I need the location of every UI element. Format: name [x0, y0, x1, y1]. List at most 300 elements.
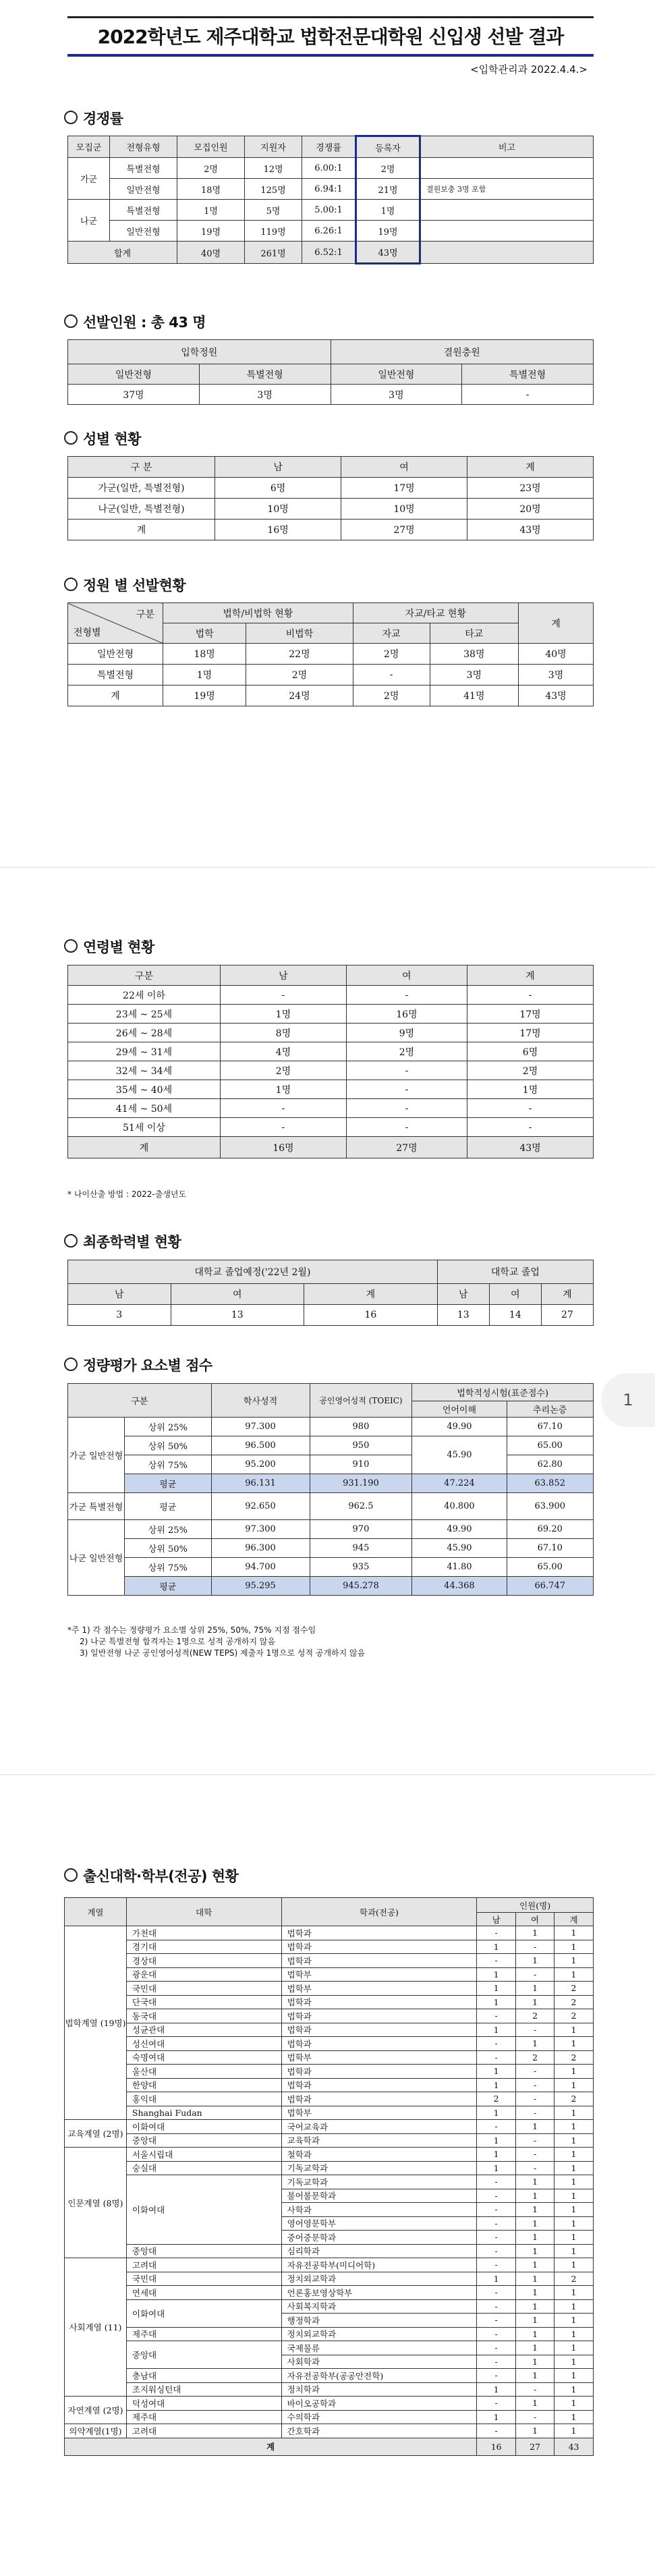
row-label: 평균	[125, 1493, 211, 1520]
count-cell: 1	[554, 2216, 594, 2231]
cell: 특별전형	[110, 158, 177, 179]
count-cell: 1	[554, 1926, 594, 1940]
count-cell: 1	[554, 2258, 594, 2272]
major-cell: 영어영문학부	[281, 2216, 477, 2231]
count-cell: 1	[516, 2216, 554, 2231]
table-row	[65, 2382, 594, 2397]
table-row	[65, 2397, 594, 2411]
cell: 67.10	[507, 1418, 594, 1436]
cell: 47.224	[412, 1474, 507, 1493]
count-cell: 1	[554, 2341, 594, 2355]
table-row	[65, 2369, 594, 2383]
row-label: 상위 50%	[125, 1539, 211, 1558]
count-cell: 1	[516, 1926, 554, 1940]
count-cell: 2	[554, 1982, 594, 1996]
cell: -	[467, 1118, 594, 1137]
cell: 16명	[215, 520, 341, 540]
count-cell: -	[477, 2355, 516, 2369]
corner-label-top: 구분	[136, 609, 154, 620]
count-cell: -	[516, 1940, 554, 1954]
row-label: 상위 25%	[125, 1520, 211, 1539]
cell: 17명	[341, 478, 467, 499]
count-cell: 1	[477, 2148, 516, 2162]
major-cell: 교육학과	[281, 2133, 477, 2148]
major-cell: 심리학과	[281, 2244, 477, 2258]
row-label: 계	[68, 520, 215, 540]
cell: 13	[437, 1305, 489, 1326]
col-header: 여	[341, 457, 467, 478]
table-row	[65, 2009, 594, 2023]
count-cell: 2	[516, 2009, 554, 2023]
cell: -	[346, 1080, 467, 1099]
count-cell: -	[477, 2231, 516, 2245]
cell: 16명	[346, 1005, 467, 1024]
cell: -	[353, 665, 430, 685]
cell: 12명	[245, 158, 302, 179]
cell: 43명	[356, 242, 420, 264]
count-cell: 2	[554, 2272, 594, 2286]
col-header: 학사성적	[211, 1384, 310, 1418]
count-cell: 1	[516, 2244, 554, 2258]
col-header: 대학	[126, 1898, 281, 1926]
cell: 37명	[68, 385, 200, 405]
count-cell: 2	[554, 2009, 594, 2023]
count-cell: 1	[516, 2327, 554, 2341]
count-cell: 1	[554, 2037, 594, 2051]
table-row	[65, 2120, 594, 2134]
count-cell: 1	[516, 2314, 554, 2328]
cell: 910	[310, 1455, 412, 1474]
row-label: 나군(일반, 특별전형)	[68, 499, 215, 520]
count-cell: 1	[554, 2424, 594, 2438]
row-label: 35세 ~ 40세	[68, 1080, 221, 1099]
table-row	[65, 2327, 594, 2341]
col-header: 등록자	[356, 136, 420, 158]
cell: 40명	[177, 242, 245, 264]
sub-header: 일반전형	[331, 364, 462, 385]
section-education-heading: 최종학력별 현황	[64, 1231, 181, 1252]
document-date: <입학관리과 2022.4.4.>	[470, 63, 588, 76]
major-cell: 사회복지학과	[281, 2299, 477, 2314]
sub-header: 특별전형	[462, 364, 594, 385]
count-cell: -	[477, 2369, 516, 2383]
col-header: 모집군	[68, 136, 110, 158]
university-cell: 고려대	[126, 2258, 281, 2272]
note-line: 3) 일반전형 나군 공인영어성적(NEW TEPS) 제출자 1명으로 성적 공개하지 않음	[80, 1648, 366, 1658]
count-cell: 1	[516, 2231, 554, 2245]
cell: 1명	[220, 1080, 346, 1099]
cell: 19명	[177, 221, 245, 242]
field-group-label: 자연계열 (2명)	[65, 2397, 127, 2424]
count-cell: 1	[516, 2369, 554, 2383]
cell: 962.5	[310, 1493, 412, 1520]
cell: 945	[310, 1539, 412, 1558]
university-cell: 제주대	[126, 2410, 281, 2424]
row-label: 상위 25%	[125, 1418, 211, 1436]
table-row	[65, 2258, 594, 2272]
page-number-tab[interactable]: 1	[601, 1373, 655, 1427]
row-label: 상위 50%	[125, 1436, 211, 1455]
major-cell: 사학과	[281, 2203, 477, 2217]
cell: 10명	[341, 499, 467, 520]
table-row	[65, 2272, 594, 2286]
university-cell: 제주대	[126, 2327, 281, 2341]
count-cell: 1	[554, 2120, 594, 2134]
title-underline	[67, 54, 594, 57]
university-cell: 이화여대	[126, 2175, 281, 2245]
sub-header: 계	[541, 1284, 593, 1305]
circle-bullet-icon	[64, 1357, 78, 1371]
count-cell: -	[516, 2023, 554, 2037]
count-cell: 1	[516, 2272, 554, 2286]
table-row	[65, 1982, 594, 1996]
cell: 18명	[163, 644, 246, 665]
count-cell: -	[477, 2244, 516, 2258]
cell: -	[462, 385, 594, 405]
cell: 1명	[220, 1005, 346, 1024]
cell: 63.852	[507, 1474, 594, 1493]
page-2	[0, 877, 655, 1768]
major-cell: 기독교학과	[281, 2161, 477, 2175]
count-cell: 1	[516, 2175, 554, 2189]
cell: 3명	[519, 665, 594, 685]
university-cell: 조지워싱턴대	[126, 2382, 281, 2397]
field-group-label: 인문계열 (8명)	[65, 2148, 127, 2258]
table-row	[65, 1995, 594, 2009]
cell: 17명	[467, 1024, 594, 1042]
cell: 97.300	[211, 1520, 310, 1539]
count-cell: 1	[477, 2272, 516, 2286]
col-header: 구분	[68, 1384, 212, 1418]
cell: 950	[310, 1436, 412, 1455]
row-label: 51세 이상	[68, 1118, 221, 1137]
university-cell: 숭실대	[126, 2161, 281, 2175]
cell: 14	[489, 1305, 541, 1326]
count-cell: 1	[554, 2231, 594, 2245]
circle-bullet-icon	[64, 314, 78, 328]
group-header: 법학/비법학 현황	[163, 603, 353, 623]
col-header: 지원자	[245, 136, 302, 158]
cell: -	[467, 1099, 594, 1118]
count-cell: 1	[516, 2397, 554, 2411]
gender-table	[67, 456, 594, 540]
col-header: 전형유형	[110, 136, 177, 158]
count-cell: 1	[554, 2161, 594, 2175]
cell: 95.200	[211, 1455, 310, 1474]
cell: 1명	[356, 200, 420, 221]
major-cell: 바이오공학과	[281, 2397, 477, 2411]
count-cell: 1	[554, 2244, 594, 2258]
cell: 41명	[430, 685, 518, 706]
cell: 5명	[245, 200, 302, 221]
table-row	[65, 2244, 594, 2258]
cell: 3	[68, 1305, 171, 1326]
sub-header: 법학	[163, 623, 246, 644]
cell: 6.00:1	[302, 158, 356, 179]
row-label: 29세 ~ 31세	[68, 1042, 221, 1061]
count-cell: 1	[477, 1995, 516, 2009]
cell: 43명	[467, 520, 594, 540]
count-cell: 1	[554, 2106, 594, 2120]
cell: 96.300	[211, 1539, 310, 1558]
count-cell: 1	[554, 2175, 594, 2189]
count-cell: 1	[554, 2382, 594, 2397]
cell: 일반전형	[110, 221, 177, 242]
cell: 125명	[245, 179, 302, 200]
count-cell: -	[477, 2397, 516, 2411]
row-label: 가군(일반, 특별전형)	[68, 478, 215, 499]
count-cell: -	[516, 2133, 554, 2148]
cell: 9명	[346, 1024, 467, 1042]
count-cell: 1	[477, 2023, 516, 2037]
university-cell: 서울시립대	[126, 2148, 281, 2162]
group-header: 계	[519, 603, 594, 644]
cell: 119명	[245, 221, 302, 242]
cell: 45.90	[412, 1539, 507, 1558]
cell: 67.10	[507, 1539, 594, 1558]
table-row	[65, 1940, 594, 1954]
major-cell: 국제물류	[281, 2341, 477, 2355]
row-label: 41세 ~ 50세	[68, 1099, 221, 1118]
cell: 41.80	[412, 1558, 507, 1577]
major-cell: 정치외교학과	[281, 2327, 477, 2341]
field-group-label: 의약계열(1명)	[65, 2424, 127, 2438]
university-cell: 광운대	[126, 1967, 281, 1982]
sub-header: 여	[171, 1284, 304, 1305]
major-cell: 법학과	[281, 2037, 477, 2051]
cell	[420, 158, 594, 179]
circle-bullet-icon	[64, 431, 78, 445]
cell: 65.00	[507, 1558, 594, 1577]
university-cell: 단국대	[126, 1995, 281, 2009]
cell: 22명	[246, 644, 353, 665]
row-group-label: 가군 일반전형	[68, 1418, 125, 1493]
cell: 2명	[220, 1061, 346, 1080]
count-cell: 1	[554, 2133, 594, 2148]
sub-header: 남	[477, 1913, 516, 1926]
selected-table	[67, 339, 594, 405]
field-group-label: 교육계열 (2명)	[65, 2120, 127, 2148]
count-cell: -	[477, 2009, 516, 2023]
major-cell: 법학과	[281, 2092, 477, 2106]
table-row	[65, 2299, 594, 2314]
count-cell: 1	[477, 1967, 516, 1982]
university-cell: 충남대	[126, 2369, 281, 2383]
cell: -	[346, 986, 467, 1005]
cell: 일반전형	[110, 179, 177, 200]
table-row	[65, 2092, 594, 2106]
col-header: 계	[467, 965, 594, 986]
group-header: 결원충원	[331, 340, 594, 364]
cell: 65.00	[507, 1436, 594, 1455]
table-row	[65, 2148, 594, 2162]
university-cell: 국민대	[126, 1982, 281, 1996]
sub-header: 계	[304, 1284, 438, 1305]
col-header: 구 분	[68, 457, 215, 478]
university-cell: 한양대	[126, 2078, 281, 2092]
cell: 10명	[215, 499, 341, 520]
major-cell: 법학과	[281, 2078, 477, 2092]
page-separator	[0, 867, 655, 868]
cell: 2명	[353, 644, 430, 665]
cell: -	[220, 1099, 346, 1118]
count-cell: -	[516, 2106, 554, 2120]
cell: 69.20	[507, 1520, 594, 1539]
count-cell: 1	[516, 2037, 554, 2051]
col-header: 여	[346, 965, 467, 986]
count-cell: 1	[516, 2258, 554, 2272]
cell: 23명	[467, 478, 594, 499]
cell: 27명	[346, 1137, 467, 1158]
row-label: 상위 75%	[125, 1455, 211, 1474]
circle-bullet-icon	[64, 578, 78, 591]
university-cell: 가천대	[126, 1926, 281, 1940]
cell: 935	[310, 1558, 412, 1577]
cell: -	[467, 986, 594, 1005]
university-cell: 국민대	[126, 2272, 281, 2286]
cell: 6.26:1	[302, 221, 356, 242]
university-cell: 연세대	[126, 2286, 281, 2300]
major-cell: 법학부	[281, 1982, 477, 1996]
col-header: 공인영어성적 (TOEIC)	[310, 1384, 412, 1418]
row-label: 23세 ~ 25세	[68, 1005, 221, 1024]
page-3	[0, 1781, 655, 2576]
cell: 970	[310, 1520, 412, 1539]
count-cell: 1	[554, 2023, 594, 2037]
circle-bullet-icon	[64, 1868, 78, 1882]
cell: 16	[304, 1305, 438, 1326]
cell: 17명	[467, 1005, 594, 1024]
major-cell: 법학부	[281, 1967, 477, 1982]
count-cell: 1	[477, 2382, 516, 2397]
field-group-label: 사회계열 (11)	[65, 2258, 127, 2397]
cell: 1명	[467, 1080, 594, 1099]
cell: 62.80	[507, 1455, 594, 1474]
count-cell: 1	[554, 2327, 594, 2341]
cell: 96.131	[211, 1474, 310, 1493]
page-1	[0, 0, 655, 864]
count-cell: 1	[554, 2078, 594, 2092]
count-cell: -	[477, 2175, 516, 2189]
col-header: 남	[215, 457, 341, 478]
circle-bullet-icon	[64, 1234, 78, 1248]
cell: 43	[554, 2438, 594, 2455]
university-cell: 경상대	[126, 1954, 281, 1968]
university-cell: 덕성여대	[126, 2397, 281, 2411]
sub-header: 남	[68, 1284, 171, 1305]
note-line: *주 1) 각 점수는 정량평가 요소별 상위 25%, 50%, 75% 지점 점수임	[67, 1625, 316, 1635]
major-cell: 간호학과	[281, 2424, 477, 2438]
major-cell: 국어교육과	[281, 2120, 477, 2134]
row-label: 계	[68, 685, 163, 706]
major-cell: 행정학과	[281, 2314, 477, 2328]
section-quota-heading: 정원 별 선발현황	[64, 575, 186, 595]
count-cell: 1	[554, 2286, 594, 2300]
row-group-label: 가군	[68, 158, 110, 200]
row-label: 평균	[125, 1577, 211, 1596]
remark-cell: 결원보충 3명 포함	[420, 179, 594, 200]
cell: 20명	[467, 499, 594, 520]
count-cell: 2	[554, 2092, 594, 2106]
count-cell: 1	[554, 2203, 594, 2217]
table-row	[65, 1954, 594, 1968]
sub-header: 자교	[353, 623, 430, 644]
university-cell: 숙명여대	[126, 2050, 281, 2065]
cell: 96.500	[211, 1436, 310, 1455]
major-cell: 법학부	[281, 2050, 477, 2065]
count-cell: -	[477, 2314, 516, 2328]
score-notes	[67, 1625, 365, 1659]
corner-label-bottom: 전형별	[74, 627, 101, 638]
cell: 6.52:1	[302, 242, 356, 264]
cell: 27명	[341, 520, 467, 540]
cell: 44.368	[412, 1577, 507, 1596]
major-cell: 법학과	[281, 2065, 477, 2079]
count-cell: 1	[554, 2189, 594, 2203]
row-label: 상위 75%	[125, 1558, 211, 1577]
university-cell: 중앙대	[126, 2133, 281, 2148]
cell: 2명	[356, 158, 420, 179]
cell: 3명	[199, 385, 331, 405]
major-cell: 법학과	[281, 2009, 477, 2023]
count-cell: -	[516, 1967, 554, 1982]
col-header: 인원(명)	[477, 1898, 594, 1913]
major-cell: 중어중문학과	[281, 2231, 477, 2245]
row-label: 특별전형	[68, 665, 163, 685]
sub-header: 계	[554, 1913, 594, 1926]
section-selected-heading: 선발인원 : 총 43 명	[64, 312, 206, 332]
cell: 6.94:1	[302, 179, 356, 200]
cell: 2명	[353, 685, 430, 706]
count-cell: -	[477, 2120, 516, 2134]
cell: 43명	[519, 685, 594, 706]
cell: -	[220, 1118, 346, 1137]
count-cell: 1	[477, 1940, 516, 1954]
count-cell: -	[516, 2410, 554, 2424]
section-score-heading: 정량평가 요소별 점수	[64, 1355, 212, 1375]
major-cell: 언론홍보영상학부	[281, 2286, 477, 2300]
count-cell: 1	[477, 1982, 516, 1996]
row-group-label: 나군	[68, 200, 110, 242]
count-cell: 1	[516, 1995, 554, 2009]
cell: 945.278	[310, 1577, 412, 1596]
count-cell: -	[516, 2078, 554, 2092]
cell: 6명	[467, 1042, 594, 1061]
cell: 40.800	[412, 1493, 507, 1520]
university-cell: 중앙대	[126, 2341, 281, 2369]
count-cell: 1	[554, 2355, 594, 2369]
major-cell: 철학과	[281, 2148, 477, 2162]
count-cell: 2	[516, 2050, 554, 2065]
major-cell: 법학과	[281, 1954, 477, 1968]
major-cell: 법학과	[281, 1940, 477, 1954]
university-cell: 동국대	[126, 2009, 281, 2023]
cell	[420, 242, 594, 264]
table-row	[65, 2410, 594, 2424]
university-cell: 성균관대	[126, 2023, 281, 2037]
cell: 92.650	[211, 1493, 310, 1520]
count-cell: 1	[516, 2424, 554, 2438]
section-competition-heading: 경쟁률	[64, 108, 123, 128]
row-label: 26세 ~ 28세	[68, 1024, 221, 1042]
section-origin-heading: 출신대학·학부(전공) 현황	[64, 1866, 238, 1886]
cell: 3명	[331, 385, 462, 405]
sub-header: 남	[437, 1284, 489, 1305]
count-cell: 1	[516, 2299, 554, 2314]
cell: 49.90	[412, 1520, 507, 1539]
cell: 특별전형	[110, 200, 177, 221]
cell: 19명	[356, 221, 420, 242]
